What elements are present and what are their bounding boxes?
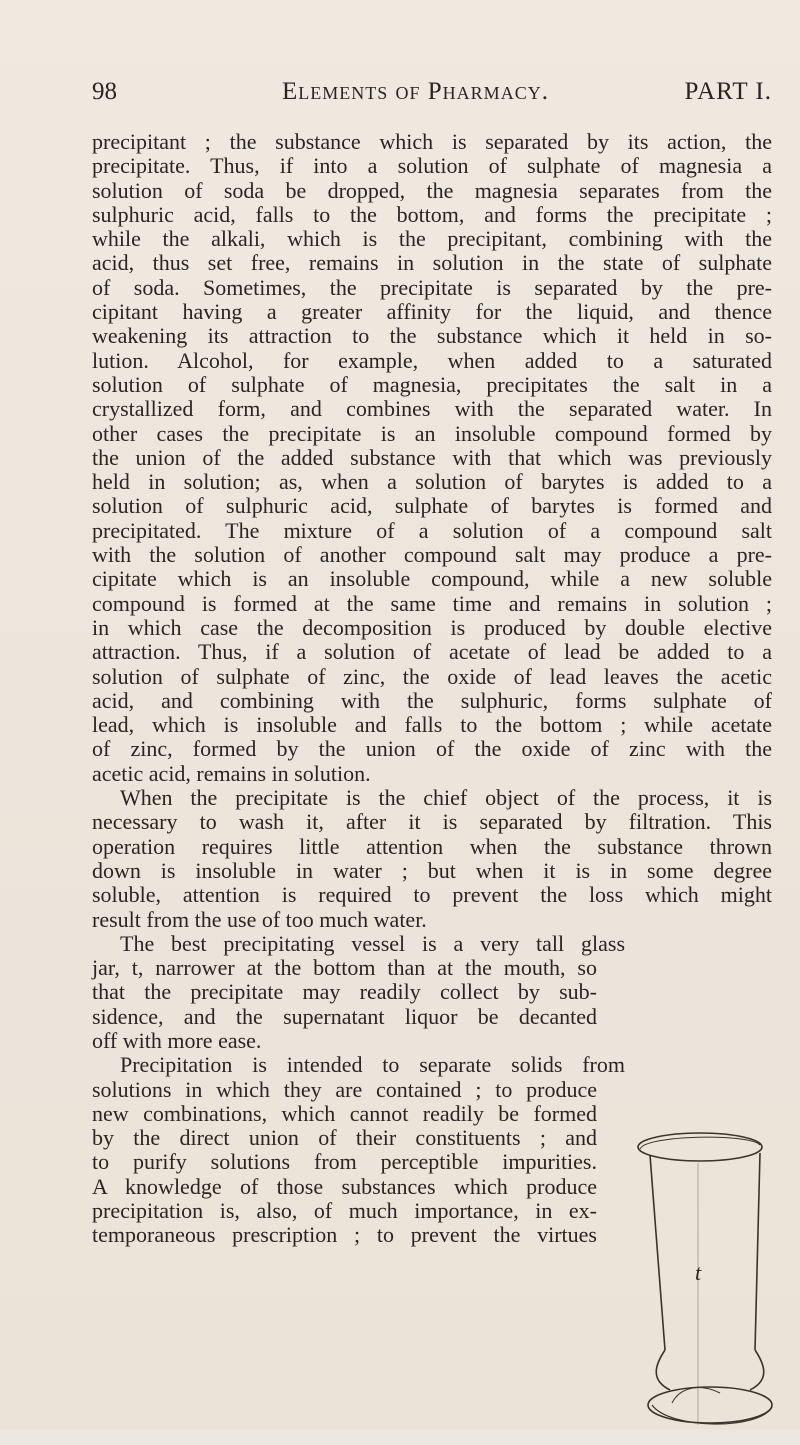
text-line: compound is formed at the same time and remains in solution ; [92, 590, 772, 616]
text-line: in which case the decomposition is produced by double elective [92, 614, 772, 640]
text-line: precipitant ; the substance which is separated by its action, the [92, 129, 772, 154]
text-line: precipitate. Thus, if into a solution of sulphate of magnesia a [92, 153, 772, 179]
jar-left-wall [650, 1155, 665, 1350]
text-line: operation requires little attention when the substance thrown [92, 833, 772, 859]
running-header [92, 78, 772, 114]
text-line: attraction. Thus, if a solution of acetate of lead be added to a [92, 639, 772, 665]
text-line: the union of the added substance with that which was previously [92, 444, 772, 470]
page-number: 98 [92, 78, 117, 105]
text-line: while the alkali, which is the precipitant, combining with the [92, 226, 772, 252]
text-line: soluble, attention is required to prevent the loss which might [92, 882, 772, 908]
text-line: held in solution; as, when a solution of barytes is added to a [92, 469, 772, 495]
jar-right-wall [755, 1153, 760, 1350]
text-line: that the precipitate may readily collect by sub- [92, 979, 597, 1005]
text-line: A knowledge of those substances which produce [92, 1173, 597, 1199]
text-line: sulphuric acid, falls to the bottom, and forms the precipitate ; [92, 201, 772, 227]
figure-label: t [694, 1260, 702, 1285]
text-line: precipitation is, also, of much importance, in ex- [92, 1198, 597, 1224]
text-line: off with more ease. [92, 1027, 262, 1053]
text-line: cipitate which is an insoluble compound, while a new soluble [92, 566, 772, 592]
text-line: lead, which is insoluble and falls to the bottom ; while acetate [92, 712, 772, 738]
text-line: of soda. Sometimes, the precipitate is separated by the pre- [92, 274, 772, 300]
text-line: sidence, and the supernatant liquor be decanted [92, 1003, 597, 1029]
text-line: new combinations, which cannot readily be formed [92, 1100, 597, 1126]
body-text [92, 130, 772, 1248]
text-line: solution of sulphate of magnesia, precipitates the salt in a [92, 371, 772, 397]
running-title: Elements of Pharmacy. [282, 78, 549, 105]
text-line: cipitant having a greater affinity for the liquid, and thence [92, 299, 772, 325]
text-line: necessary to wash it, after it is separated by filtration. This [92, 809, 772, 835]
text-line: solution of sulphate of zinc, the oxide of lead leaves the acetic [92, 663, 772, 689]
text-line: The best precipitating vessel is a very tall glass [120, 930, 625, 956]
text-line: solution of sulphuric acid, sulphate of barytes is formed and [92, 493, 772, 519]
text-line: temporaneous prescription ; to prevent the virtues [92, 1222, 597, 1248]
text-line: other cases the precipitate is an insoluble compound formed by [92, 420, 772, 446]
text-line: Precipitation is intended to separate solids from [120, 1052, 625, 1078]
part-label: PART I. [684, 78, 772, 105]
text-line: to purify solutions from perceptible impurities. [92, 1149, 597, 1175]
text-line: with the solution of another compound salt may produce a pre- [92, 542, 772, 568]
text-line: by the direct union of their constituents ; and [92, 1125, 597, 1151]
text-line: solution of soda be dropped, the magnesia separates from the [92, 177, 772, 203]
text-line: crystallized form, and combines with the separated water. In [92, 396, 772, 422]
text-line: solutions in which they are contained ; to produce [92, 1076, 597, 1102]
text-line: acetic acid, remains in solution. [92, 760, 371, 786]
text-line: down is insoluble in water ; but when it is in some degree [92, 857, 772, 883]
text-line: When the precipitate is the chief object of the process, it is [120, 785, 772, 811]
text-line: result from the use of too much water. [92, 906, 427, 932]
text-line: weakening its attraction to the substance which it held in so- [92, 323, 772, 349]
text-line: of zinc, formed by the union of the oxide of zinc with the [92, 736, 772, 762]
glass-jar-illustration [610, 1125, 780, 1445]
text-line: acid, and combining with the sulphuric, forms sulphate of [92, 687, 772, 713]
text-line: lution. Alcohol, for example, when added to a saturated [92, 347, 772, 373]
text-line: jar, t, narrower at the bottom than at the mouth, so [92, 955, 597, 981]
jar-base [648, 1387, 772, 1423]
text-line: acid, thus set free, remains in solution in the state of sulphate [92, 250, 772, 276]
text-line: precipitated. The mixture of a solution of a compound salt [92, 517, 772, 543]
